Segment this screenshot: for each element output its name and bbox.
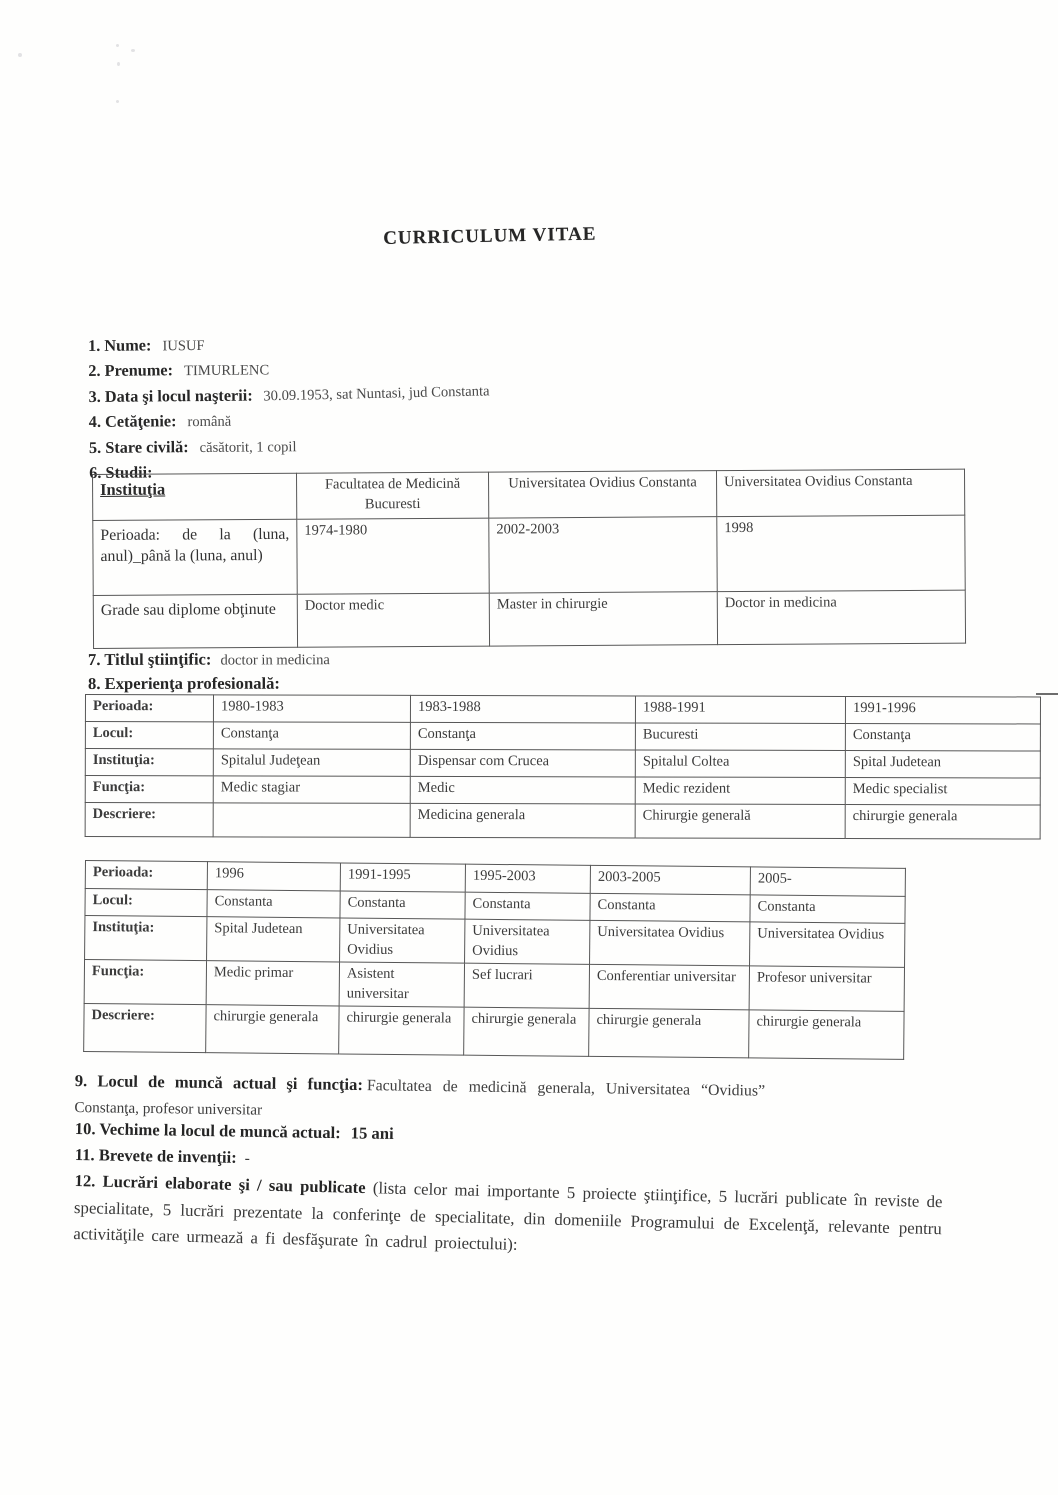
table-row-label: Grade sau diplome obţinute bbox=[93, 594, 297, 648]
table-row bbox=[85, 695, 1040, 725]
section-value: - bbox=[244, 1149, 251, 1168]
scan-speck bbox=[117, 62, 120, 66]
table-cell: 1995-2003 bbox=[465, 864, 590, 893]
table-cell: Master in chirurgie bbox=[489, 592, 717, 646]
table-cell: Universitatea Ovidius bbox=[590, 920, 750, 966]
section-value: Facultatea de medicină generala, Universitatea “Ovidius” bbox=[366, 1077, 766, 1100]
table-cell: chirurgie generala bbox=[339, 1006, 464, 1055]
table-cell: Medic bbox=[410, 776, 635, 804]
table-row-grade bbox=[93, 590, 965, 648]
scan-speck bbox=[116, 44, 119, 47]
table-cell: chirurgie generala bbox=[464, 1007, 589, 1056]
table-header-institutia: Instituţia bbox=[93, 473, 297, 520]
table-cell: Universitatea Ovidius Constanta bbox=[488, 471, 716, 518]
table-cell: Conferentiar universitar bbox=[589, 964, 749, 1010]
section-label: 8. Experienţa profesională: bbox=[88, 673, 280, 693]
table-cell: Constanta bbox=[590, 893, 750, 922]
table-cell: 2005- bbox=[750, 867, 905, 896]
table-row-label: Instituţia: bbox=[85, 749, 213, 776]
table-cell: Constanta bbox=[207, 890, 340, 918]
table-cell: Spital Judetean bbox=[845, 750, 1040, 778]
table-cell: Sef lucrari bbox=[464, 963, 589, 1008]
scan-speck bbox=[131, 49, 135, 52]
table-cell: 2002-2003 bbox=[489, 517, 717, 593]
scan-speck bbox=[18, 53, 22, 57]
section-lucrari-publicate bbox=[73, 1168, 943, 1269]
table-cell: chirurgie generala bbox=[845, 804, 1040, 839]
field-label: 6. Studii: bbox=[89, 462, 153, 483]
table-cell: Universitatea Ovidius Constanta bbox=[716, 469, 964, 517]
table-cell: 1974-1980 bbox=[297, 518, 489, 594]
table-row bbox=[85, 722, 1040, 752]
table-cell: Medic rezident bbox=[635, 777, 845, 805]
table-cell: Doctor medic bbox=[297, 593, 489, 647]
table-row-label: Funcţia: bbox=[84, 960, 206, 1005]
table-cell: Universitatea Ovidius bbox=[340, 918, 465, 963]
studies-table bbox=[92, 469, 966, 649]
table-row bbox=[84, 960, 904, 1012]
table-cell: 1991-1996 bbox=[845, 696, 1040, 724]
field-cetatenie bbox=[89, 407, 491, 436]
field-value: română bbox=[187, 413, 232, 431]
table-row bbox=[85, 803, 1040, 840]
table-cell: Universitatea Ovidius bbox=[750, 922, 905, 968]
personal-info-list bbox=[88, 330, 491, 486]
table-row-label: Perioada: bbox=[85, 861, 207, 890]
table-row-perioada bbox=[93, 515, 965, 595]
section-value: Constanţa, profesor universitar bbox=[74, 1098, 263, 1119]
section-titlu-stiintific bbox=[88, 649, 330, 670]
section-experienta-heading bbox=[88, 674, 280, 694]
table-cell: Constanţa bbox=[410, 722, 635, 750]
table-cell: 1991-1995 bbox=[340, 863, 465, 892]
table-cell: Spitalul Coltea bbox=[635, 750, 845, 778]
table-row-label: Locul: bbox=[85, 722, 213, 749]
table-border-extension-line bbox=[1036, 693, 1058, 695]
table-cell: chirurgie generala bbox=[206, 1005, 339, 1054]
table-cell: chirurgie generala bbox=[749, 1010, 904, 1059]
section-label: 11. Brevete de invenţii: bbox=[74, 1145, 237, 1167]
table-cell: 1998 bbox=[717, 515, 965, 592]
table-cell: Constanţa bbox=[845, 723, 1040, 751]
table-cell: Asistent universitar bbox=[339, 962, 464, 1007]
field-value: TIMURLENC bbox=[183, 362, 270, 380]
table-cell: Universitatea Ovidius bbox=[465, 919, 590, 964]
table-row bbox=[85, 776, 1040, 806]
table-row-label: Perioada: de la (luna, anul)_până la (luna, anul) bbox=[93, 519, 297, 595]
table-cell: Constanta bbox=[750, 895, 905, 923]
table-row-institutions bbox=[93, 469, 965, 520]
field-label: 3. Data şi locul naşterii: bbox=[88, 385, 253, 406]
section-label: 12. Lucrări elaborate şi / sau publicate bbox=[74, 1170, 366, 1198]
table-row-label: Perioada: bbox=[85, 695, 213, 722]
field-data-nasterii bbox=[88, 381, 490, 410]
table-row-label: Funcţia: bbox=[85, 776, 213, 803]
table-row bbox=[84, 1004, 904, 1060]
field-label: 1. Nume: bbox=[88, 335, 152, 355]
table-cell: Spitalul Judeţean bbox=[213, 749, 410, 777]
table-row bbox=[85, 916, 905, 968]
table-row-label: Descriere: bbox=[84, 1004, 206, 1053]
section-value: doctor in medicina bbox=[220, 652, 330, 669]
field-stare-civila bbox=[89, 432, 491, 461]
table-cell: Doctor in medicina bbox=[717, 590, 965, 645]
field-label: 5. Stare civilă: bbox=[88, 436, 189, 457]
table-cell: 1983-1988 bbox=[410, 695, 635, 723]
table-cell: Medic specialist bbox=[845, 777, 1040, 805]
table-cell: Chirurgie generală bbox=[635, 804, 845, 839]
table-cell: 1980-1983 bbox=[213, 695, 410, 723]
field-value: 30.09.1953, sat Nuntasi, jud Constanta bbox=[263, 383, 490, 405]
section-label: 9. Locul de muncă actual şi funcţia: bbox=[74, 1070, 364, 1095]
field-label: 4. Cetăţenie: bbox=[88, 411, 177, 432]
table-cell: Spital Judetean bbox=[207, 917, 340, 962]
table-cell: chirurgie generala bbox=[589, 1009, 749, 1059]
table-cell: Bucuresti bbox=[635, 723, 845, 751]
scan-speck bbox=[116, 100, 119, 103]
section-label: 10. Vechime la locul de muncă actual: bbox=[74, 1119, 341, 1143]
table-cell: Dispensar com Crucea bbox=[410, 749, 635, 777]
section-value: 15 ani bbox=[350, 1123, 394, 1144]
table-cell bbox=[213, 803, 410, 838]
table-cell: Profesor universitar bbox=[749, 966, 904, 1012]
section-label: 7. Titlul ştiinţific: bbox=[88, 649, 212, 669]
field-value: căsătorit, 1 copil bbox=[199, 438, 297, 456]
table-cell: Constanta bbox=[465, 892, 590, 920]
field-nume bbox=[88, 330, 490, 359]
table-row bbox=[85, 749, 1040, 779]
table-cell: 1996 bbox=[207, 862, 340, 891]
table-cell: Constanţa bbox=[213, 722, 410, 750]
table-cell: 1988-1991 bbox=[635, 696, 845, 724]
section-value: (lista celor mai importante 5 proiecte ştiinţifice, 5 lucrări publicate în reviste de specialitate, 5 lucrări prezentate la conferinţe de specialitate, din domeniile Programului de Excelenţă, relevante pentru activităţile care urmează a fi desfăşurate în cadrul proiectului): bbox=[73, 1178, 943, 1255]
table-cell: Medic primar bbox=[206, 961, 339, 1006]
field-label: 2. Prenume: bbox=[88, 360, 174, 381]
table-cell: Medic stagiar bbox=[213, 776, 410, 804]
table-cell: Constanta bbox=[340, 891, 465, 919]
table-cell: 2003-2005 bbox=[590, 865, 750, 895]
table-cell: Facultatea de Medicină Bucuresti bbox=[296, 472, 488, 519]
table-row-label: Locul: bbox=[85, 889, 207, 917]
table-row-label: Descriere: bbox=[85, 803, 213, 837]
table-row-label: Instituţia: bbox=[85, 916, 207, 961]
field-value: IUSUF bbox=[162, 337, 205, 355]
experience-table-1 bbox=[85, 694, 1041, 840]
document-title: CURRICULUM VITAE bbox=[383, 223, 597, 249]
table-cell: Medicina generala bbox=[410, 803, 635, 838]
experience-table-2 bbox=[83, 860, 906, 1060]
